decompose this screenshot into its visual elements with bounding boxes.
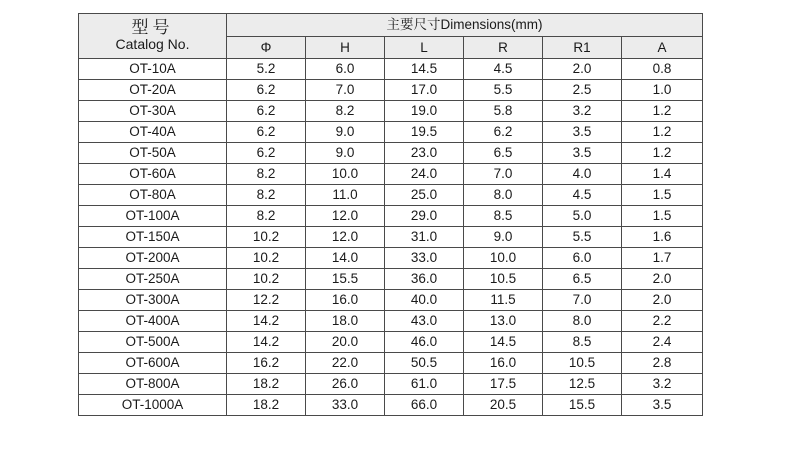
dimensions-group-header: 主要尺寸Dimensions(mm) [227,14,703,37]
table-row [79,101,703,122]
table-header [79,14,703,59]
phi-cell: 8.2 [227,206,306,227]
l-cell: 36.0 [385,269,464,290]
a-cell: 0.8 [622,59,703,80]
phi-cell: 6.2 [227,122,306,143]
a-cell: 1.6 [622,227,703,248]
r-cell: 11.5 [464,290,543,311]
phi-cell: 10.2 [227,269,306,290]
l-cell: 25.0 [385,185,464,206]
model-label-zh: 型号 [131,18,174,37]
r-cell: 8.0 [464,185,543,206]
catalog-cell: OT-150A [79,227,227,248]
table-row [79,353,703,374]
h-cell: 12.0 [306,227,385,248]
table-body [79,59,703,416]
a-cell: 2.0 [622,269,703,290]
r-cell: 5.5 [464,80,543,101]
catalog-cell: OT-40A [79,122,227,143]
r1-cell: 4.5 [543,185,622,206]
catalog-cell: OT-250A [79,269,227,290]
table-row [79,332,703,353]
column-header-r1: R1 [543,37,622,59]
l-cell: 29.0 [385,206,464,227]
a-cell: 1.0 [622,80,703,101]
r1-cell: 7.0 [543,290,622,311]
r-cell: 6.2 [464,122,543,143]
column-header-l: L [385,37,464,59]
h-cell: 9.0 [306,143,385,164]
a-cell: 1.2 [622,143,703,164]
a-cell: 2.8 [622,353,703,374]
l-cell: 66.0 [385,395,464,416]
phi-cell: 14.2 [227,332,306,353]
catalog-cell: OT-500A [79,332,227,353]
r1-cell: 3.5 [543,122,622,143]
r1-cell: 6.5 [543,269,622,290]
h-cell: 12.0 [306,206,385,227]
r1-cell: 8.0 [543,311,622,332]
h-cell: 26.0 [306,374,385,395]
catalog-cell: OT-800A [79,374,227,395]
h-cell: 22.0 [306,353,385,374]
table-row [79,374,703,395]
h-cell: 14.0 [306,248,385,269]
l-cell: 19.5 [385,122,464,143]
a-cell: 1.4 [622,164,703,185]
catalog-cell: OT-100A [79,206,227,227]
h-cell: 10.0 [306,164,385,185]
r1-cell: 12.5 [543,374,622,395]
r-cell: 17.5 [464,374,543,395]
r1-cell: 3.5 [543,143,622,164]
r1-cell: 10.5 [543,353,622,374]
a-cell: 2.0 [622,290,703,311]
column-header-a: A [622,37,703,59]
r-cell: 7.0 [464,164,543,185]
phi-cell: 12.2 [227,290,306,311]
phi-cell: 16.2 [227,353,306,374]
r-cell: 16.0 [464,353,543,374]
phi-cell: 10.2 [227,248,306,269]
l-cell: 23.0 [385,143,464,164]
column-header-h: H [306,37,385,59]
table-row [79,122,703,143]
table-row [79,290,703,311]
r1-cell: 3.2 [543,101,622,122]
table-row [79,164,703,185]
catalog-cell: OT-200A [79,248,227,269]
l-cell: 24.0 [385,164,464,185]
r1-cell: 5.0 [543,206,622,227]
catalog-cell: OT-20A [79,80,227,101]
catalog-cell: OT-10A [79,59,227,80]
catalog-cell: OT-1000A [79,395,227,416]
h-cell: 8.2 [306,101,385,122]
r1-cell: 2.0 [543,59,622,80]
a-cell: 1.5 [622,185,703,206]
r-cell: 14.5 [464,332,543,353]
l-cell: 40.0 [385,290,464,311]
a-cell: 1.5 [622,206,703,227]
a-cell: 1.7 [622,248,703,269]
h-cell: 9.0 [306,122,385,143]
phi-cell: 10.2 [227,227,306,248]
h-cell: 33.0 [306,395,385,416]
a-cell: 1.2 [622,122,703,143]
r-cell: 8.5 [464,206,543,227]
table-row [79,185,703,206]
r-cell: 13.0 [464,311,543,332]
l-cell: 43.0 [385,311,464,332]
catalog-cell: OT-400A [79,311,227,332]
l-cell: 50.5 [385,353,464,374]
r-cell: 9.0 [464,227,543,248]
r1-cell: 5.5 [543,227,622,248]
phi-cell: 6.2 [227,101,306,122]
h-cell: 18.0 [306,311,385,332]
r1-cell: 8.5 [543,332,622,353]
r1-cell: 15.5 [543,395,622,416]
catalog-cell: OT-300A [79,290,227,311]
l-cell: 19.0 [385,101,464,122]
table-row [79,143,703,164]
a-cell: 2.4 [622,332,703,353]
a-cell: 3.2 [622,374,703,395]
r-cell: 5.8 [464,101,543,122]
phi-cell: 18.2 [227,395,306,416]
catalog-column-header [79,14,227,59]
phi-cell: 5.2 [227,59,306,80]
r1-cell: 6.0 [543,248,622,269]
model-label-en: Catalog No. [115,36,190,52]
table-row [79,248,703,269]
h-cell: 20.0 [306,332,385,353]
catalog-cell: OT-50A [79,143,227,164]
table-row [79,311,703,332]
r-cell: 6.5 [464,143,543,164]
r1-cell: 2.5 [543,80,622,101]
r-cell: 20.5 [464,395,543,416]
phi-cell: 8.2 [227,185,306,206]
table-row [79,80,703,101]
h-cell: 16.0 [306,290,385,311]
l-cell: 33.0 [385,248,464,269]
phi-cell: 8.2 [227,164,306,185]
table-row [79,227,703,248]
catalog-cell: OT-600A [79,353,227,374]
dimensions-table [78,13,703,416]
phi-cell: 18.2 [227,374,306,395]
l-cell: 46.0 [385,332,464,353]
h-cell: 11.0 [306,185,385,206]
catalog-cell: OT-60A [79,164,227,185]
l-cell: 14.5 [385,59,464,80]
l-cell: 17.0 [385,80,464,101]
r-cell: 10.5 [464,269,543,290]
column-header-r: R [464,37,543,59]
r1-cell: 4.0 [543,164,622,185]
h-cell: 7.0 [306,80,385,101]
catalog-cell: OT-30A [79,101,227,122]
l-cell: 31.0 [385,227,464,248]
table-row [79,59,703,80]
r-cell: 4.5 [464,59,543,80]
column-header-phi: Φ [227,37,306,59]
a-cell: 3.5 [622,395,703,416]
table-row [79,269,703,290]
phi-cell: 6.2 [227,80,306,101]
table-row [79,206,703,227]
phi-cell: 14.2 [227,311,306,332]
a-cell: 1.2 [622,101,703,122]
a-cell: 2.2 [622,311,703,332]
r-cell: 10.0 [464,248,543,269]
catalog-cell: OT-80A [79,185,227,206]
phi-cell: 6.2 [227,143,306,164]
l-cell: 61.0 [385,374,464,395]
table-row [79,395,703,416]
h-cell: 15.5 [306,269,385,290]
h-cell: 6.0 [306,59,385,80]
